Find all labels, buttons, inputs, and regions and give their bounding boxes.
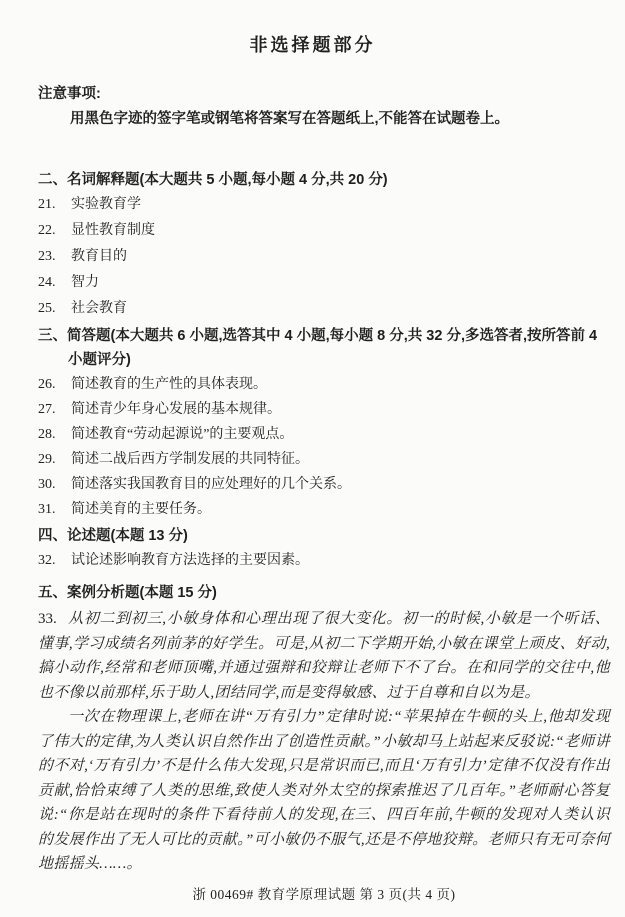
section-heading-text: 论述题(本题 13 分): [67, 528, 188, 544]
section-heading-term-definitions: [38, 168, 610, 192]
question-text: 社会教育: [71, 301, 127, 316]
case-text-1: 从初二到初三,小敏身体和心理出现了很大变化。初一的时候,小敏是一个听话、懂事,学习成绩名列前茅的好学生。可是,从初二下学期开始,小敏在课堂上顽皮、好动,搞小动作,经常和老师顶嘴,并通过强辩和狡辩让老师下不了台。在和同学的交往中,他也不像以前那样,乐于助人,团结同学,而是变得敏感、过于自尊和自以为是。: [38, 611, 610, 701]
essay-items: [38, 548, 610, 573]
question-item: [38, 422, 610, 447]
question-number: 28.: [38, 427, 56, 442]
question-item: [38, 447, 610, 472]
question-text: 实验教育学: [71, 197, 141, 212]
section-heading-text: 名词解释题(本大题共 5 小题,每小题 4 分,共 20 分): [67, 172, 388, 188]
short-answer-items: [38, 372, 610, 522]
section-heading-essay: [38, 524, 610, 548]
question-number: 31.: [38, 502, 56, 517]
question-text: 简述落实我国教育目的应处理好的几个关系。: [71, 477, 351, 492]
case-study: [38, 607, 610, 877]
question-number: 29.: [38, 452, 56, 467]
notice-label: 注意事项:: [38, 86, 101, 102]
question-text: 简述教育“劳动起源说”的主要观点。: [71, 427, 294, 442]
section-marker: 三、: [38, 328, 67, 344]
page-footer: 浙 00469# 教育学原理试题 第 3 页(共 4 页): [192, 886, 456, 902]
question-item: [38, 270, 610, 296]
section-marker: 五、: [38, 585, 67, 601]
question-text: 教育目的: [71, 249, 127, 264]
question-number: 26.: [38, 377, 56, 392]
section-marker: 二、: [38, 172, 67, 188]
section-heading-text: 案例分析题(本题 15 分): [67, 585, 217, 601]
question-text: 简述二战后西方学制发展的共同特征。: [71, 452, 309, 467]
notice-text: 用黑色字迹的签字笔或钢笔将答案写在答题纸上,不能答在试题卷上。: [70, 111, 510, 127]
question-item: [38, 296, 610, 322]
notice-block: [38, 82, 610, 132]
section-heading-case-analysis: [38, 581, 610, 605]
question-item: [38, 497, 610, 522]
question-item: [38, 218, 610, 244]
question-item: [38, 472, 610, 497]
question-item: [38, 192, 610, 218]
section-marker: 四、: [38, 528, 67, 544]
question-text: 简述教育的生产性的具体表现。: [71, 377, 267, 392]
page-content: [0, 82, 625, 903]
question-number: 24.: [38, 275, 56, 290]
question-number: 33.: [38, 611, 57, 627]
section-heading-text: 简答题(本大题共 6 小题,选答其中 4 小题,每小题 8 分,共 32 分,多选答者,按所答前 4 小题评分): [67, 328, 598, 368]
question-number: 22.: [38, 223, 56, 238]
case-paragraph-2: 一次在物理课上,老师在讲“万有引力”定律时说:“苹果掉在牛顿的头上,他却发现了伟大的定律,为人类认识自然作出了创造性贡献。”小敏却马上站起来反驳说:“老师讲的不对,‘万有引力’不是什么伟大发现,只是常识而已,而且‘万有引力’定律不仅没有作出贡献,恰恰束缚了人类的思维,致使人类对外太空的探索推迟了几百年。”老师耐心答复说:“你是站在现时的条件下看待前人的发现,在三、四百年前,牛顿的发现对人类认识的发展作出了无人可比的贡献。”可小敏仍不服气,还是不停地狡辩。老师只有无可奈何地摇摇头……。: [38, 709, 610, 872]
question-item: [38, 397, 610, 422]
question-text: 试论述影响教育方法选择的主要因素。: [71, 553, 309, 568]
question-number: 27.: [38, 402, 56, 417]
question-number: 30.: [38, 477, 56, 492]
question-item: [38, 244, 610, 270]
case-paragraph-1: [38, 607, 610, 705]
question-item: [38, 372, 610, 397]
question-text: 简述美育的主要任务。: [71, 502, 211, 517]
question-item: [38, 548, 610, 573]
section-heading-short-answer: [38, 324, 610, 372]
question-text: 简述青少年身心发展的基本规律。: [71, 402, 281, 417]
question-text: 显性教育制度: [71, 223, 155, 238]
page-title: 非选择题部分: [249, 35, 376, 55]
term-definition-items: [38, 192, 610, 322]
question-number: 32.: [38, 553, 56, 568]
question-number: 25.: [38, 301, 56, 316]
question-number: 21.: [38, 197, 56, 212]
question-number: 23.: [38, 249, 56, 264]
question-text: 智力: [71, 275, 99, 290]
